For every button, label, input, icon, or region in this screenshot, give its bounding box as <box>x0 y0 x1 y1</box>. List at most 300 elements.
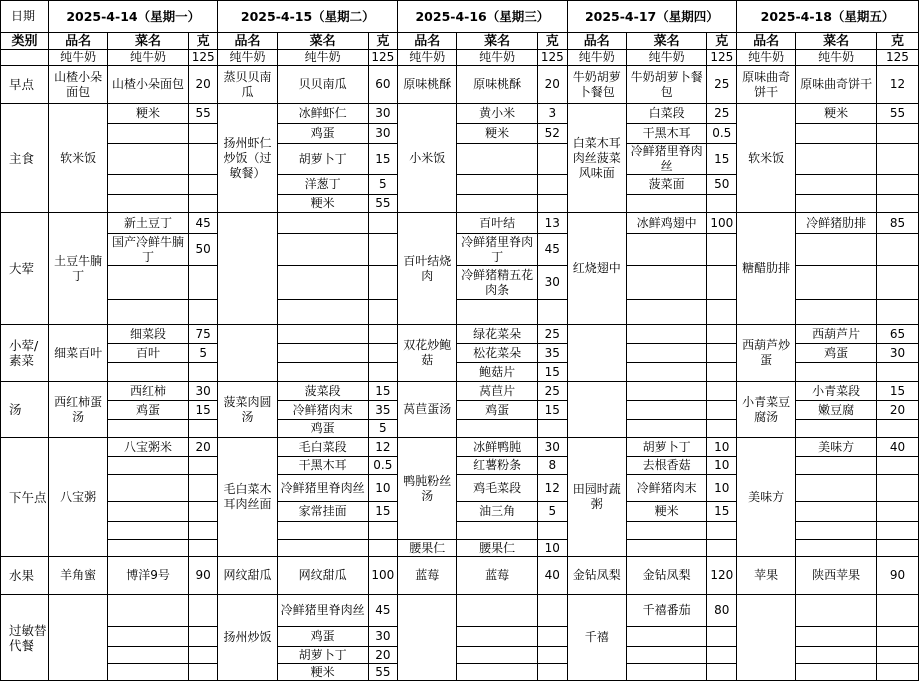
ingredient-cell: 干黑木耳 <box>626 124 707 144</box>
grams-cell: 35 <box>368 401 398 420</box>
grams-cell <box>707 195 737 213</box>
dish-cell-mon: 羊角蜜 <box>48 557 107 595</box>
ingredient-cell <box>796 195 877 213</box>
grams-cell: 55 <box>368 664 398 681</box>
ingredient-cell: 新土豆丁 <box>108 213 189 234</box>
ingredient-cell: 冷鲜猪里脊肉丝 <box>277 595 368 627</box>
ingredient-cell <box>277 344 368 363</box>
grams-cell: 25 <box>537 325 567 344</box>
dish-cell-fri: 小青菜豆腐汤 <box>737 382 796 438</box>
ingredient-cell: 嫩豆腐 <box>796 401 877 420</box>
grams-cell: 52 <box>537 124 567 144</box>
grams-cell: 60 <box>368 66 398 104</box>
grams-cell <box>188 502 218 522</box>
grams-cell: 15 <box>707 502 737 522</box>
ingredient-cell <box>796 124 877 144</box>
ingredient-cell <box>108 475 189 502</box>
ingredient-cell <box>626 522 707 540</box>
grams-cell <box>876 647 918 664</box>
grams-cell: 25 <box>707 104 737 124</box>
ingredient-cell <box>108 457 189 475</box>
menu-row <box>1 104 919 124</box>
ingredient-cell <box>626 664 707 681</box>
ingredient-cell <box>796 266 877 300</box>
ingredient-cell: 八宝粥米 <box>108 438 189 457</box>
ingredient-cell: 鲍菇片 <box>457 363 538 382</box>
ingredient-cell: 纯牛奶 <box>277 50 368 66</box>
grams-cell <box>368 363 398 382</box>
grams-cell: 20 <box>876 401 918 420</box>
grams-cell <box>876 595 918 627</box>
ingredient-cell: 鸡毛菜段 <box>457 475 538 502</box>
grams-cell: 30 <box>876 344 918 363</box>
ingredient-cell: 干黑木耳 <box>277 457 368 475</box>
dish-cell-wed: 莴苣蛋汤 <box>398 382 457 438</box>
grams-cell: 15 <box>537 363 567 382</box>
grams-cell: 45 <box>188 213 218 234</box>
ingredient-cell <box>796 522 877 540</box>
grams-cell: 30 <box>537 438 567 457</box>
col-grams-header: 克 <box>368 33 398 50</box>
dish-cell-tue: 蒸贝贝南瓜 <box>218 66 277 104</box>
grams-cell <box>188 522 218 540</box>
day-header-fri: 2025-4-18（星期五） <box>737 1 919 33</box>
grams-cell: 20 <box>537 66 567 104</box>
grams-cell <box>188 363 218 382</box>
grams-cell: 125 <box>537 50 567 66</box>
grams-cell <box>537 595 567 627</box>
ingredient-cell: 鸡蛋 <box>277 420 368 438</box>
grams-cell <box>876 124 918 144</box>
dish-cell-mon: 软米饭 <box>48 104 107 213</box>
grams-cell: 5 <box>537 502 567 522</box>
grams-cell <box>876 540 918 557</box>
ingredient-cell <box>457 647 538 664</box>
grams-cell <box>537 664 567 681</box>
ingredient-cell: 牛奶胡萝卜餐包 <box>626 66 707 104</box>
category-cell: 下午点 <box>1 438 49 557</box>
grams-cell: 5 <box>368 175 398 195</box>
grams-cell <box>707 664 737 681</box>
grams-cell: 0.5 <box>368 457 398 475</box>
grams-cell <box>707 420 737 438</box>
ingredient-cell: 纯牛奶 <box>626 50 707 66</box>
ingredient-cell: 粳米 <box>626 502 707 522</box>
col-ingredient-header: 菜名 <box>108 33 189 50</box>
ingredient-cell: 小青菜段 <box>796 382 877 401</box>
dish-cell-fri: 糖醋肋排 <box>737 213 796 325</box>
dish-cell-tue <box>218 213 277 325</box>
ingredient-cell: 千禧番茄 <box>626 595 707 627</box>
ingredient-cell <box>626 195 707 213</box>
grams-cell <box>707 401 737 420</box>
dish-cell-fri: 美味方 <box>737 438 796 557</box>
ingredient-cell <box>626 363 707 382</box>
grams-cell: 40 <box>876 438 918 457</box>
ingredient-cell: 菠菜段 <box>277 382 368 401</box>
ingredient-cell <box>108 522 189 540</box>
dish-cell-mon: 细菜百叶 <box>48 325 107 382</box>
grams-cell: 15 <box>876 382 918 401</box>
grams-cell <box>537 420 567 438</box>
grams-cell <box>188 457 218 475</box>
grams-cell <box>707 234 737 266</box>
menu-body <box>1 50 919 681</box>
ingredient-cell <box>626 344 707 363</box>
grams-cell: 10 <box>707 438 737 457</box>
ingredient-cell: 网纹甜瓜 <box>277 557 368 595</box>
category-label: 类别 <box>1 33 49 50</box>
dish-cell-thu <box>567 382 626 438</box>
grams-cell <box>707 540 737 557</box>
ingredient-cell <box>457 195 538 213</box>
grams-cell: 35 <box>537 344 567 363</box>
ingredient-cell: 原味桃酥 <box>457 66 538 104</box>
grams-cell: 10 <box>537 540 567 557</box>
grams-cell <box>876 195 918 213</box>
ingredient-cell: 纯牛奶 <box>457 50 538 66</box>
grams-cell <box>368 266 398 300</box>
col-grams-header: 克 <box>707 33 737 50</box>
ingredient-cell: 红薯粉条 <box>457 457 538 475</box>
ingredient-cell <box>108 144 189 175</box>
grams-cell: 90 <box>876 557 918 595</box>
grams-cell <box>876 457 918 475</box>
ingredient-cell: 纯牛奶 <box>796 50 877 66</box>
grams-cell <box>188 647 218 664</box>
ingredient-cell: 细菜段 <box>108 325 189 344</box>
ingredient-cell <box>277 213 368 234</box>
ingredient-cell: 贝贝南瓜 <box>277 66 368 104</box>
grams-cell: 125 <box>876 50 918 66</box>
grams-cell: 30 <box>368 124 398 144</box>
grams-cell <box>188 175 218 195</box>
grams-cell <box>876 475 918 502</box>
ingredient-cell <box>796 175 877 195</box>
dish-cell-tue: 毛白菜木耳肉丝面 <box>218 438 277 557</box>
dish-cell-tue: 纯牛奶 <box>218 50 277 66</box>
ingredient-cell <box>108 420 189 438</box>
grams-cell: 125 <box>368 50 398 66</box>
ingredient-cell: 冷鲜猪里脊肉丝 <box>626 144 707 175</box>
menu-row <box>1 595 919 627</box>
ingredient-cell: 冷鲜猪精五花肉条 <box>457 266 538 300</box>
dish-cell-wed: 百叶结烧肉 <box>398 213 457 325</box>
dish-cell-fri: 软米饭 <box>737 104 796 213</box>
grams-cell: 40 <box>537 557 567 595</box>
grams-cell: 30 <box>368 627 398 647</box>
dish-cell-mon: 西红柿蛋汤 <box>48 382 107 438</box>
dish-cell-wed <box>398 595 457 681</box>
grams-cell <box>876 266 918 300</box>
ingredient-cell <box>457 522 538 540</box>
col-grams-header: 克 <box>188 33 218 50</box>
ingredient-cell: 鸡蛋 <box>796 344 877 363</box>
col-grams-header: 克 <box>876 33 918 50</box>
ingredient-cell: 家常挂面 <box>277 502 368 522</box>
ingredient-cell: 百叶结 <box>457 213 538 234</box>
category-cell: 大荤 <box>1 213 49 325</box>
grams-cell <box>707 363 737 382</box>
ingredient-cell <box>796 363 877 382</box>
grams-cell <box>368 325 398 344</box>
ingredient-cell: 国产冷鲜牛腩丁 <box>108 234 189 266</box>
dish-cell-wed: 双花炒鲍菇 <box>398 325 457 382</box>
ingredient-cell: 粳米 <box>277 664 368 681</box>
ingredient-cell: 西红柿 <box>108 382 189 401</box>
grams-cell <box>188 420 218 438</box>
date-header-row <box>1 1 919 33</box>
ingredient-cell <box>457 175 538 195</box>
grams-cell: 100 <box>707 213 737 234</box>
grams-cell <box>537 627 567 647</box>
dish-cell-fri <box>737 595 796 681</box>
ingredient-cell <box>796 234 877 266</box>
grams-cell: 8 <box>537 457 567 475</box>
column-header-row <box>1 33 919 50</box>
ingredient-cell <box>457 627 538 647</box>
ingredient-cell: 原味曲奇饼干 <box>796 66 877 104</box>
ingredient-cell <box>108 266 189 300</box>
ingredient-cell: 陕西苹果 <box>796 557 877 595</box>
date-label: 日期 <box>1 1 49 33</box>
ingredient-cell: 菠菜面 <box>626 175 707 195</box>
category-cell: 主食 <box>1 104 49 213</box>
ingredient-cell <box>796 475 877 502</box>
ingredient-cell: 金钻凤梨 <box>626 557 707 595</box>
grams-cell: 45 <box>368 595 398 627</box>
grams-cell: 45 <box>537 234 567 266</box>
grams-cell: 15 <box>537 401 567 420</box>
grams-cell <box>876 420 918 438</box>
dish-cell-wed: 鸭肫粉丝汤 <box>398 438 457 540</box>
grams-cell: 12 <box>368 438 398 457</box>
dish-cell-thu: 红烧翅中 <box>567 213 626 325</box>
ingredient-cell: 蓝莓 <box>457 557 538 595</box>
ingredient-cell <box>277 234 368 266</box>
ingredient-cell: 莴苣片 <box>457 382 538 401</box>
ingredient-cell <box>457 595 538 627</box>
ingredient-cell: 粳米 <box>457 124 538 144</box>
grams-cell <box>188 664 218 681</box>
ingredient-cell: 冷鲜猪肉末 <box>626 475 707 502</box>
menu-row <box>1 382 919 401</box>
grams-cell <box>707 300 737 325</box>
ingredient-cell: 山楂小朵面包 <box>108 66 189 104</box>
grams-cell: 10 <box>368 475 398 502</box>
grams-cell: 15 <box>368 382 398 401</box>
grams-cell <box>707 522 737 540</box>
ingredient-cell: 胡萝卜丁 <box>277 144 368 175</box>
grams-cell: 10 <box>707 457 737 475</box>
grams-cell <box>188 475 218 502</box>
menu-row <box>1 213 919 234</box>
grams-cell: 5 <box>188 344 218 363</box>
grams-cell <box>537 195 567 213</box>
dish-cell-fri: 西葫芦炒蛋 <box>737 325 796 382</box>
dish-cell-mon: 土豆牛腩丁 <box>48 213 107 325</box>
ingredient-cell: 冷鲜猪里脊肉丁 <box>457 234 538 266</box>
grams-cell <box>188 627 218 647</box>
ingredient-cell <box>626 401 707 420</box>
grams-cell <box>876 234 918 266</box>
ingredient-cell: 博洋9号 <box>108 557 189 595</box>
ingredient-cell: 鸡蛋 <box>277 627 368 647</box>
grams-cell: 50 <box>707 175 737 195</box>
day-header-thu: 2025-4-17（星期四） <box>567 1 736 33</box>
dish-cell-fri: 原味曲奇饼干 <box>737 66 796 104</box>
grams-cell <box>876 664 918 681</box>
ingredient-cell <box>796 144 877 175</box>
grams-cell <box>368 522 398 540</box>
ingredient-cell <box>108 627 189 647</box>
grams-cell <box>537 647 567 664</box>
grams-cell <box>876 144 918 175</box>
grams-cell: 5 <box>368 420 398 438</box>
dish-cell-wed: 腰果仁 <box>398 540 457 557</box>
grams-cell <box>537 300 567 325</box>
dish-cell-thu: 白菜木耳肉丝菠菜风味面 <box>567 104 626 213</box>
grams-cell: 100 <box>368 557 398 595</box>
grams-cell: 55 <box>368 195 398 213</box>
grams-cell: 55 <box>876 104 918 124</box>
menu-row <box>1 50 919 66</box>
col-dish-header: 品名 <box>48 33 107 50</box>
ingredient-cell <box>796 457 877 475</box>
ingredient-cell <box>457 144 538 175</box>
ingredient-cell <box>796 627 877 647</box>
ingredient-cell <box>626 382 707 401</box>
grams-cell <box>368 300 398 325</box>
ingredient-cell: 油三角 <box>457 502 538 522</box>
ingredient-cell <box>796 502 877 522</box>
dish-cell-wed: 小米饭 <box>398 104 457 213</box>
day-header-wed: 2025-4-16（星期三） <box>398 1 567 33</box>
ingredient-cell <box>108 664 189 681</box>
dish-cell-mon: 纯牛奶 <box>48 50 107 66</box>
ingredient-cell: 黄小米 <box>457 104 538 124</box>
ingredient-cell: 洋葱丁 <box>277 175 368 195</box>
grams-cell <box>188 540 218 557</box>
ingredient-cell: 美味方 <box>796 438 877 457</box>
ingredient-cell: 冷鲜猪里脊肉丝 <box>277 475 368 502</box>
category-cell: 小荤/素菜 <box>1 325 49 382</box>
dish-cell-wed: 纯牛奶 <box>398 50 457 66</box>
ingredient-cell <box>796 647 877 664</box>
dish-cell-thu: 牛奶胡萝卜餐包 <box>567 66 626 104</box>
col-ingredient-header: 菜名 <box>457 33 538 50</box>
ingredient-cell <box>108 175 189 195</box>
dish-cell-thu: 金钻凤梨 <box>567 557 626 595</box>
grams-cell: 80 <box>707 595 737 627</box>
grams-cell <box>876 300 918 325</box>
grams-cell: 20 <box>188 66 218 104</box>
grams-cell: 90 <box>188 557 218 595</box>
ingredient-cell: 白菜段 <box>626 104 707 124</box>
dish-cell-tue: 网纹甜瓜 <box>218 557 277 595</box>
col-ingredient-header: 菜名 <box>277 33 368 50</box>
grams-cell <box>876 627 918 647</box>
grams-cell <box>876 522 918 540</box>
ingredient-cell: 粳米 <box>277 195 368 213</box>
grams-cell <box>188 144 218 175</box>
dish-cell-tue: 菠菜肉圆汤 <box>218 382 277 438</box>
ingredient-cell: 去根香菇 <box>626 457 707 475</box>
ingredient-cell: 冰鲜虾仁 <box>277 104 368 124</box>
ingredient-cell <box>626 647 707 664</box>
grams-cell <box>368 344 398 363</box>
ingredient-cell <box>277 325 368 344</box>
grams-cell <box>707 344 737 363</box>
grams-cell: 20 <box>188 438 218 457</box>
grams-cell <box>707 647 737 664</box>
dish-cell-mon: 山楂小朵面包 <box>48 66 107 104</box>
grams-cell <box>707 382 737 401</box>
ingredient-cell <box>626 420 707 438</box>
grams-cell <box>188 300 218 325</box>
ingredient-cell <box>626 325 707 344</box>
ingredient-cell <box>796 664 877 681</box>
grams-cell <box>876 502 918 522</box>
grams-cell <box>707 627 737 647</box>
dish-cell-tue <box>218 325 277 382</box>
grams-cell <box>537 522 567 540</box>
grams-cell <box>368 213 398 234</box>
dish-cell-mon <box>48 595 107 681</box>
grams-cell: 85 <box>876 213 918 234</box>
col-dish-header: 品名 <box>567 33 626 50</box>
dish-cell-mon: 八宝粥 <box>48 438 107 557</box>
grams-cell <box>707 325 737 344</box>
ingredient-cell <box>108 195 189 213</box>
ingredient-cell <box>277 363 368 382</box>
grams-cell: 15 <box>368 144 398 175</box>
ingredient-cell <box>277 266 368 300</box>
grams-cell <box>537 144 567 175</box>
grams-cell: 12 <box>876 66 918 104</box>
ingredient-cell: 胡萝卜丁 <box>626 438 707 457</box>
col-grams-header: 克 <box>537 33 567 50</box>
ingredient-cell <box>796 595 877 627</box>
category-cell <box>1 50 49 66</box>
category-cell: 汤 <box>1 382 49 438</box>
ingredient-cell: 鸡蛋 <box>457 401 538 420</box>
ingredient-cell: 鸡蛋 <box>108 401 189 420</box>
col-dish-header: 品名 <box>218 33 277 50</box>
dish-cell-thu <box>567 325 626 382</box>
grams-cell: 0.5 <box>707 124 737 144</box>
grams-cell: 55 <box>188 104 218 124</box>
col-dish-header: 品名 <box>737 33 796 50</box>
day-header-tue: 2025-4-15（星期二） <box>218 1 398 33</box>
menu-row <box>1 325 919 344</box>
menu-row <box>1 66 919 104</box>
ingredient-cell: 西葫芦片 <box>796 325 877 344</box>
col-dish-header: 品名 <box>398 33 457 50</box>
ingredient-cell <box>796 540 877 557</box>
ingredient-cell: 松花菜朵 <box>457 344 538 363</box>
grams-cell: 25 <box>537 382 567 401</box>
grams-cell: 50 <box>188 234 218 266</box>
grams-cell: 15 <box>368 502 398 522</box>
menu-row <box>1 438 919 457</box>
ingredient-cell: 粳米 <box>108 104 189 124</box>
ingredient-cell <box>277 300 368 325</box>
ingredient-cell: 腰果仁 <box>457 540 538 557</box>
dish-cell-wed: 蓝莓 <box>398 557 457 595</box>
ingredient-cell <box>457 664 538 681</box>
menu-row <box>1 557 919 595</box>
